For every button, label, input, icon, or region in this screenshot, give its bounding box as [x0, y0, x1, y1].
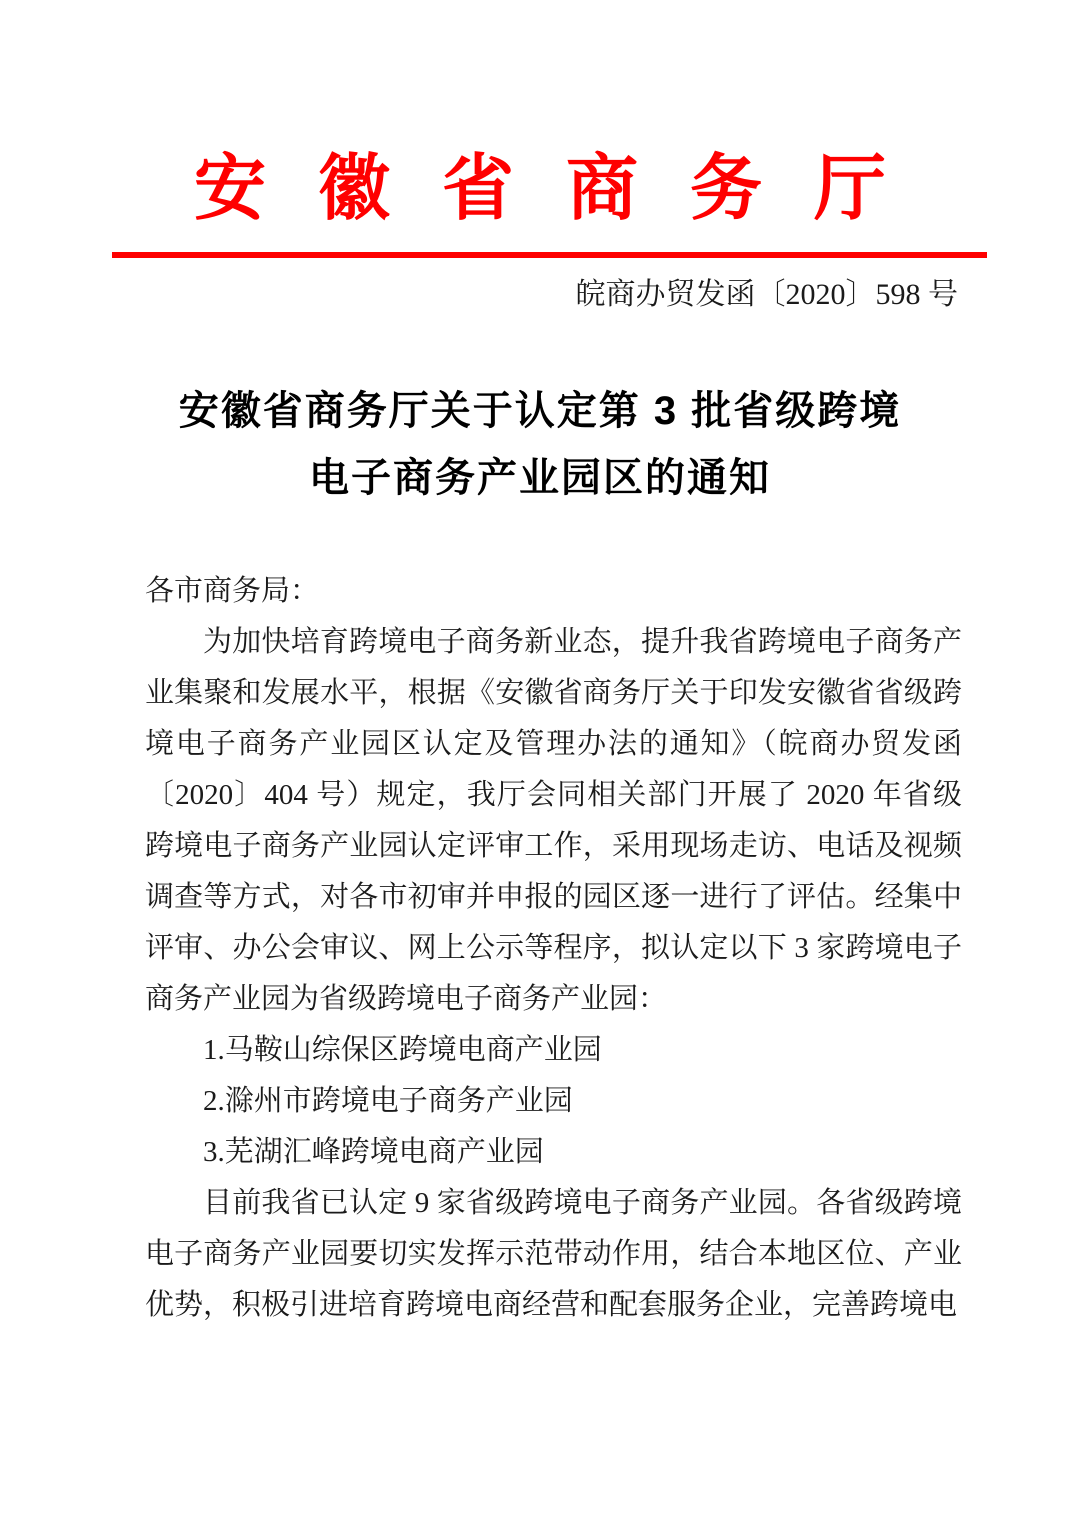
notice-body: [0, 566, 1080, 1331]
park-list-item-2: 2.滁州市跨境电子商务产业园: [203, 1085, 573, 1117]
notice-title-line2: 电子商务产业园区的通知: [309, 456, 771, 500]
park-list-item-1: 1.马鞍山综保区跨境电商产业园: [203, 1034, 602, 1066]
park-list-item-3: 3.芜湖汇峰跨境电商产业园: [203, 1136, 544, 1168]
paragraph-1: 为加快培育跨境电子商务新业态，提升我省跨境电子商务产业集聚和发展水平，根据《安徽省商务厅关于印发安徽省省级跨境电子商务产业园区认定及管理办法的通知》（皖商办贸发函〔2020〕404 号）规定，我厅会同相关部门开展了 2020 年省级跨境电子商务产业园认定评审工作，采用现场走访、电话及视频调查等方式，对各市初审并申报的园区逐一进行了评估。经集中评审、办公会审议、网上公示等程序，拟认定以下 3 家跨境电子商务产业园为省级跨境电子商务产业园：: [145, 626, 962, 1015]
agency-name: 安徽省商务厅: [193, 149, 938, 229]
red-divider: [112, 252, 987, 258]
letterhead: [0, 150, 1080, 312]
notice-title: [0, 378, 1080, 512]
salutation: 各市商务局：: [145, 575, 320, 607]
paragraph-2: 目前我省已认定 9 家省级跨境电子商务产业园。各省级跨境电子商务产业园要切实发挥示范带动作用，结合本地区位、产业优势，积极引进培育跨境电商经营和配套服务企业，完善跨境电: [145, 1187, 962, 1321]
park-list: [145, 1025, 962, 1178]
notice-title-line1: 安徽省商务厅关于认定第 3 批省级跨境: [178, 389, 902, 433]
doc-number: 皖商办贸发函〔2020〕598 号: [575, 278, 958, 311]
